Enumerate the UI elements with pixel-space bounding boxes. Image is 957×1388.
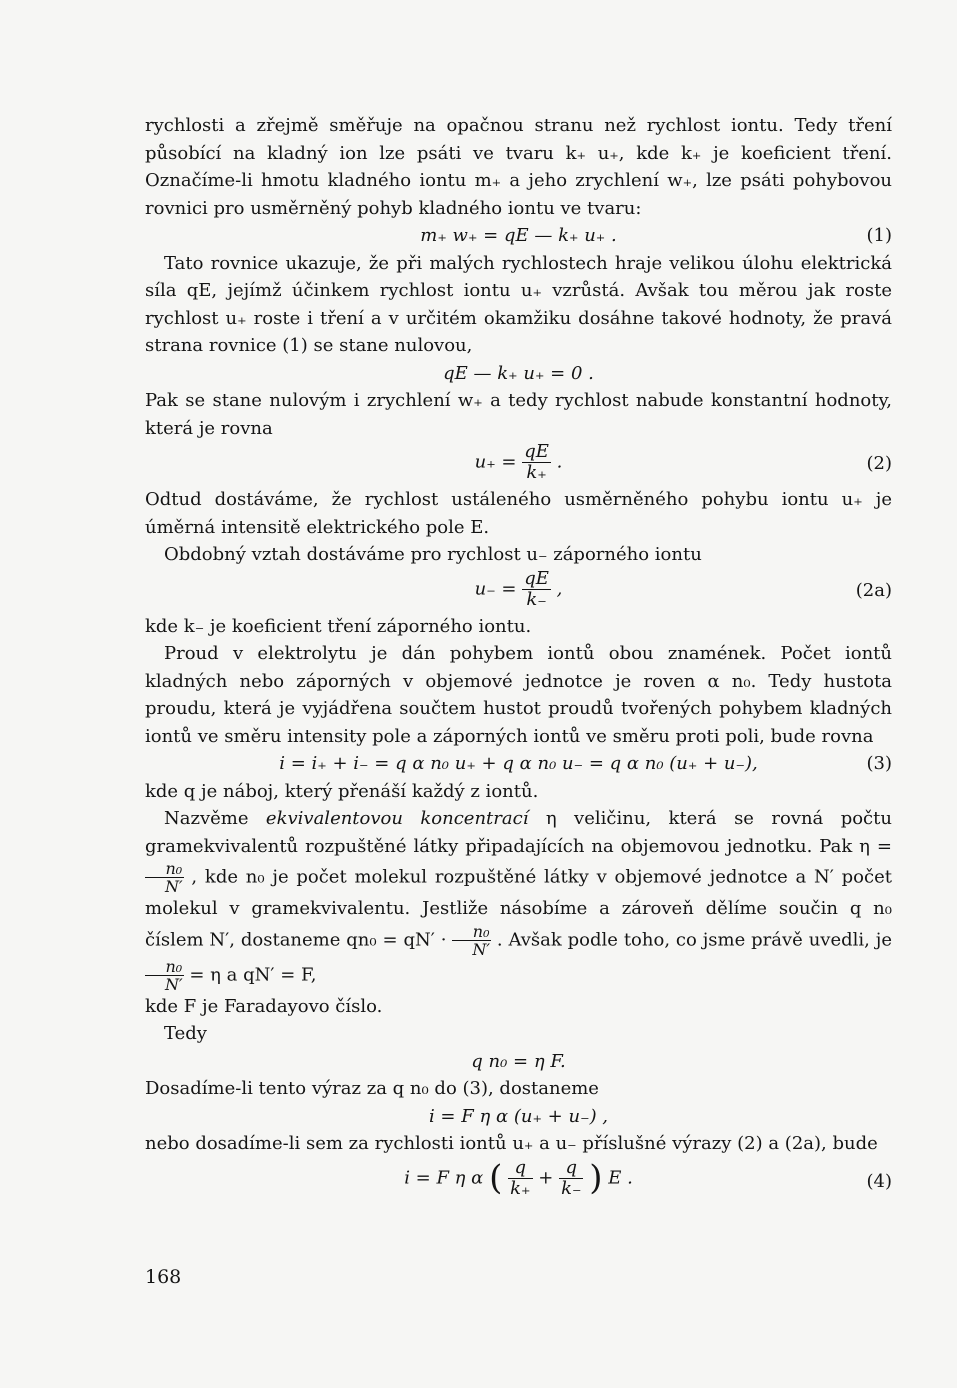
emphasis-term: ekvivalentovou koncentrací [265,808,529,829]
equation-3 [145,750,892,778]
paragraph: Pak se stane nulovým i zrychlení w₊ a tedy rychlost nabude konstantní hodnoty, která je rovna [145,390,892,439]
equation-body: q n₀ = η F. [471,1050,566,1072]
fraction-denominator: N′ [165,877,183,896]
equation-body: i = F η α (u₊ + u₋) , [428,1105,609,1127]
equation-1 [145,222,892,250]
fraction [522,442,551,483]
equation-number: (3) [866,753,892,774]
equation-2 [145,442,892,486]
paren-open: ( [489,1157,503,1198]
paragraph-text: = η a qN′ = F, [189,964,317,985]
paragraph: Odtud dostáváme, že rychlost ustáleného usměrněného pohybu iontu u₊ je úměrná intensitě elektrického pole E. [145,489,892,538]
equation-zero [145,360,892,388]
page-number: 168 [145,1266,182,1288]
equation-tail: . [556,451,563,473]
paragraph: nebo dosadíme-li sem za rychlosti iontů u₊ a u₋ příslušné výrazy (2) a (2a), bude [145,1133,878,1154]
equation-number: (4) [866,1170,892,1192]
fraction-numerator: q [508,1158,532,1179]
equation-2a [145,569,892,613]
equation-4 [145,1158,892,1208]
fraction [145,958,184,993]
fraction [508,1158,532,1199]
fraction [452,923,491,958]
equation-body [475,442,563,483]
equation-number: (1) [866,225,892,246]
equation-lhs: i = F η α [404,1167,484,1188]
paragraph: kde F je Faradayovo číslo. [145,995,383,1017]
equation-tail: E . [608,1167,633,1188]
equation-lhs: u₊ = [474,451,517,473]
fraction-numerator: n₀ [145,860,184,878]
fraction-denominator: k₊ [510,1177,531,1199]
equation-tail: , [556,578,563,599]
paragraph: Tedy [164,1023,207,1044]
paragraph-text: η veličinu, která se rovná počtu gramekvivalentů rozpuštěné látky připadajících na objemovou jednotku. Pak η = [145,808,892,857]
paragraph: kde k₋ je koeficient tření záporného iontu. [145,615,532,637]
fraction-denominator: N′ [472,939,490,959]
equation-body [475,569,563,610]
equation-body: m₊ w₊ = qE — k₊ u₊ . [420,225,617,246]
equation-subst [145,1103,892,1131]
paragraph-text: . Avšak podle toho, co jsme právě uvedli, je [496,929,892,950]
equation-lhs: u₋ = [474,578,517,599]
page-body [145,112,892,1208]
fraction-numerator: qE [524,567,549,589]
paragraph: Dosadíme-li tento výraz za q n₀ do (3), dostaneme [145,1078,599,1099]
paragraph-text: , kde n₀ je počet molekul rozpuštěné látky v objemové jednotce a N′ počet molekul v gramekvivalentu. Jestliže násobíme a zároveň dělíme součin q n₀ číslem N′, dostaneme qn₀ = qN′ · [145,866,892,950]
paragraph: rychlosti a zřejmě směřuje na opačnou stranu než rychlost iontu. Tedy tření působící na kladný ion lze psáti ve tvaru k₊ u₊, kde k₊ je koeficient tření. Označíme-li hmotu kladného iontu m₊ a jeho zrychlení w₊, lze psáti pohybovou rovnici pro usměrněný pohyb kladného iontu ve tvaru: [145,115,892,219]
fraction [559,1158,583,1199]
paragraph: Obdobný vztah dostáváme pro rychlost u₋ záporného iontu [164,544,702,565]
fraction-denominator: k₋ [526,588,547,610]
equation-number: (2a) [855,579,892,601]
paragraph: kde q je náboj, který přenáší každý z iontů. [145,780,539,802]
plus-sign: + [538,1167,554,1188]
paragraph-eta [145,805,892,993]
paragraph-text: Nazvěme [164,808,249,829]
fraction-denominator: k₋ [561,1177,582,1199]
fraction-denominator: k₊ [526,462,547,483]
fraction-numerator: n₀ [452,923,491,941]
paren-close: ) [589,1157,603,1198]
equation-body [404,1158,633,1199]
equation-body: i = i₊ + i₋ = q α n₀ u₊ + q α n₀ u₋ = q α n₀ (u₊ + u₋), [279,753,758,774]
fraction-numerator: n₀ [145,958,184,976]
equation-number: (2) [866,453,892,474]
paragraph: Proud v elektrolytu je dán pohybem iontů obou znamének. Počet iontů kladných nebo záporných v objemové jednotce je roven α n₀. Tedy hustota proudu, která je vyjádřena součtem hustot proudů tvořených pohybem kladných iontů ve směru intensity pole a záporných iontů ve směru proti poli, bude rovna [145,643,892,747]
paragraph: Tato rovnice ukazuje, že při malých rychlostech hraje velikou úlohu elektrická síla qE, jejímž účinkem rychlost iontu u₊ vzrůstá. Avšak tou měrou jak roste rychlost u₊ roste i tření a v určitém okamžiku dosáhne takové hodnoty, že pravá strana rovnice (1) se stane nulovou, [145,252,892,356]
equation-body: qE — k₊ u₊ = 0 . [443,362,594,384]
fraction-numerator: qE [524,441,549,462]
fraction [145,860,184,895]
fraction-numerator: q [559,1158,583,1179]
equation-tedy [145,1048,892,1076]
fraction-denominator: N′ [165,974,183,994]
fraction [522,569,551,610]
